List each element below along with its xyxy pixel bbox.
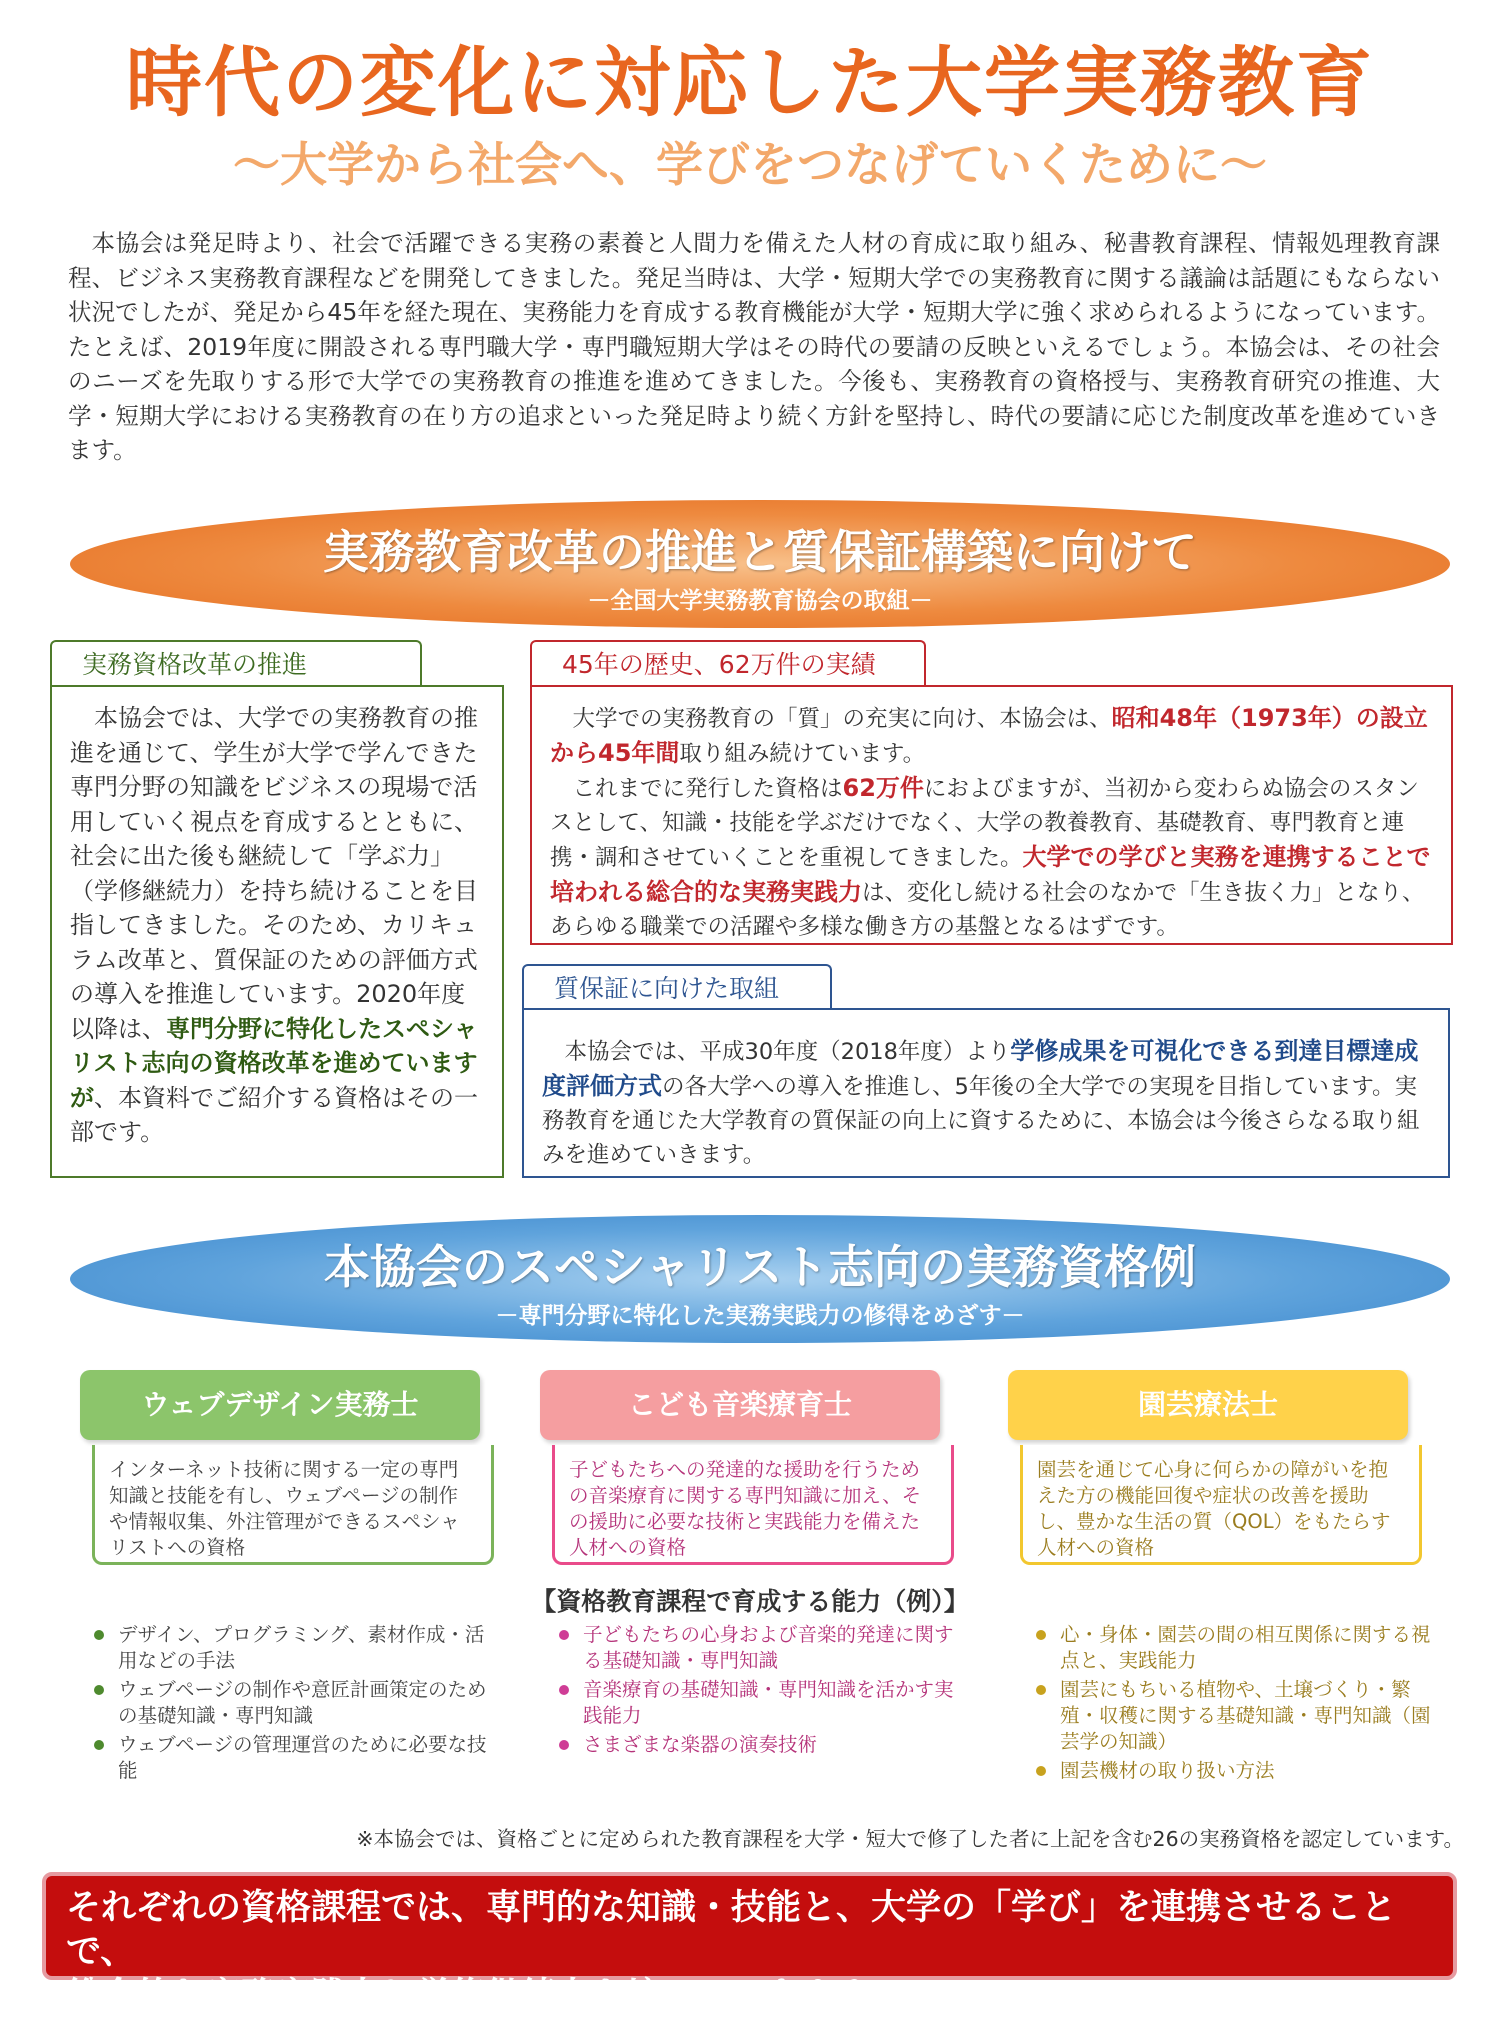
quality-tab: 質保証に向けた取組 bbox=[522, 964, 832, 1010]
qualification-web-design: ウェブデザイン実務士 bbox=[80, 1370, 480, 1440]
list-item: 音楽療育の基礎知識・専門知識を活かす実践能力 bbox=[555, 1677, 955, 1729]
abilities-list-web bbox=[90, 1622, 490, 1787]
history-p2-a: これまでに発行した資格は bbox=[572, 776, 843, 802]
history-p2-b: におよびますが、当初から変わらぬ協会のスタンスとして、知識・技能を学ぶだけでなく、大学の教養教育、基礎教育、専門教育と連携・調和させていくことを重視してきました。 bbox=[550, 776, 1419, 871]
history-box bbox=[530, 685, 1453, 945]
page-title: 時代の変化に対応した大学実務教育 bbox=[126, 38, 1374, 127]
qualification-music-therapy: こども音楽療育士 bbox=[540, 1370, 940, 1440]
history-p1-a: 大学での実務教育の「質」の充実に向け、本協会は、 bbox=[572, 706, 1112, 732]
history-paragraph-2 bbox=[550, 771, 1433, 944]
reform-banner-subtitle: －全国大学実務教育協会の取組－ bbox=[587, 588, 933, 614]
history-paragraph-1 bbox=[550, 701, 1433, 771]
reform-banner-title: 実務教育改革の推進と質保証構築に向けて bbox=[323, 525, 1197, 579]
reform-text-2: 、本資料でご紹介する資格はその一部です。 bbox=[70, 1083, 478, 1146]
list-item: 心・身体・園芸の間の相互関係に関する視点と、実践能力 bbox=[1032, 1622, 1432, 1674]
quality-box bbox=[522, 1008, 1450, 1178]
history-p2-highlight-2: 大学での学びと実務を連携することで培われる総合的な実務実践力 bbox=[550, 843, 1431, 906]
list-item: デザイン、プログラミング、素材作成・活用などの手法 bbox=[90, 1622, 490, 1674]
history-p2-highlight-1: 62万件 bbox=[842, 774, 924, 802]
history-p2-c: は、変化し続ける社会のなかで「生き抜く力」となり、あらゆる職業での活躍や多様な働き方の基盤となるはずです。 bbox=[550, 880, 1425, 940]
list-item: 子どもたちの心身および音楽的発達に関する基礎知識・専門知識 bbox=[555, 1622, 955, 1674]
reform-banner bbox=[70, 500, 1450, 628]
reform-text-1: 本協会では、大学での実務教育の推進を通じて、学生が大学で学んできた専門分野の知識をビジネスの現場で活用していく視点を育成するとともに、社会に出た後も継続して「学ぶ力」（学修継続力）を持ち続けることを目指してきました。そのため、カリキュラム改革と、質保証のための評価方式の導入を推進しています。2020年度以降は、 bbox=[70, 704, 478, 1043]
footer-line-2: 総合的な実務実践力と学修継続力を培っていきます。 bbox=[66, 1976, 904, 2016]
list-item: 園芸機材の取り扱い方法 bbox=[1032, 1758, 1432, 1784]
list-item: ウェブページの管理運営のために必要な技能 bbox=[90, 1732, 490, 1784]
footer-message bbox=[42, 1872, 1457, 2016]
list-item: ウェブページの制作や意匠計画策定のための基礎知識・専門知識 bbox=[90, 1677, 490, 1729]
history-p1-highlight: 昭和48年（1973年）の設立から45年間 bbox=[550, 704, 1428, 767]
list-item: 園芸にもちいる植物や、土壌づくり・繁殖・収穫に関する基礎知識・専門知識（園芸学の知識） bbox=[1032, 1677, 1432, 1755]
footer-line-1: それぞれの資格課程では、専門的な知識・技能と、大学の「学び」を連携させることで、 bbox=[66, 1888, 1397, 1972]
abilities-title: 【資格教育課程で育成する能力（例）】 bbox=[531, 1587, 969, 1616]
qualification-horticulture: 園芸療法士 bbox=[1008, 1370, 1408, 1440]
reform-highlight: 専門分野に特化したスペシャリスト志向の資格改革を進めていますが bbox=[70, 1014, 478, 1112]
qualification-web-design-desc: インターネット技術に関する一定の専門知識と技能を有し、ウェブページの制作や情報収集、外注管理ができるスペシャリストへの資格 bbox=[92, 1445, 494, 1565]
list-item: さまざまな楽器の演奏技術 bbox=[555, 1732, 955, 1758]
footnote: ※本協会では、資格ごとに定められた教育課程を大学・短大で修了した者に上記を含む26の実務資格を認定しています。 bbox=[356, 1827, 1464, 1851]
quality-text-a: 本協会では、平成30年度（2018年度）より bbox=[564, 1039, 1011, 1065]
quality-text-b: の各大学への導入を推進し、5年後の全大学での実現を目指しています。実務教育を通じた大学教育の質保証の向上に資するために、本協会は今後さらなる取り組みを進めていきます。 bbox=[542, 1074, 1420, 1168]
abilities-list-horticulture bbox=[1032, 1622, 1432, 1787]
abilities-list-music bbox=[555, 1622, 955, 1761]
qualifications-banner-subtitle: －専門分野に特化した実務実践力の修得をめざす－ bbox=[495, 1303, 1025, 1329]
qualifications-banner bbox=[70, 1215, 1450, 1343]
reform-box bbox=[50, 685, 504, 1178]
reform-text bbox=[70, 701, 484, 1150]
history-tab: 45年の歴史、62万件の実績 bbox=[530, 640, 926, 686]
qualification-horticulture-desc: 園芸を通じて心身に何らかの障がいを抱えた方の機能回復や症状の改善を援助し、豊かな生活の質（QOL）をもたらす人材への資格 bbox=[1020, 1445, 1422, 1565]
intro-paragraph: 本協会は発足時より、社会で活躍できる実務の素養と人間力を備えた人材の育成に取り組み、秘書教育課程、情報処理教育課程、ビジネス実務教育課程などを開発してきました。発足当時は、大学・短期大学での実務教育に関する議論は話題にもならない状況でしたが、発足から45年を経た現在、実務能力を育成する教育機能が大学・短期大学に強く求められるようになっています。たとえば、2019年度に開設される専門職大学・専門職短期大学はその時代の要請の反映といえるでしょう。本協会は、その社会のニーズを先取りする形で大学での実務教育の推進を進めてきました。今後も、実務教育の資格授与、実務教育研究の推進、大学・短期大学における実務教育の在り方の追求といった発足時より続く方針を堅持し、時代の要請に応じた制度改革を進めていきます。 bbox=[68, 229, 1440, 464]
qualification-music-therapy-desc: 子どもたちへの発達的な援助を行うための音楽療育に関する専門知識に加え、その援助に必要な技術と実践能力を備えた人材への資格 bbox=[552, 1445, 954, 1565]
quality-highlight: 学修成果を可視化できる到達目標達成度評価方式 bbox=[542, 1037, 1419, 1100]
reform-tab: 実務資格改革の推進 bbox=[50, 640, 422, 686]
page-subtitle: 〜大学から社会へ、学びをつなげていくために〜 bbox=[233, 138, 1267, 193]
history-p1-b: 取り組み続けています。 bbox=[679, 741, 926, 767]
quality-text bbox=[542, 1034, 1430, 1172]
qualifications-banner-title: 本協会のスペシャリスト志向の実務資格例 bbox=[323, 1240, 1197, 1294]
